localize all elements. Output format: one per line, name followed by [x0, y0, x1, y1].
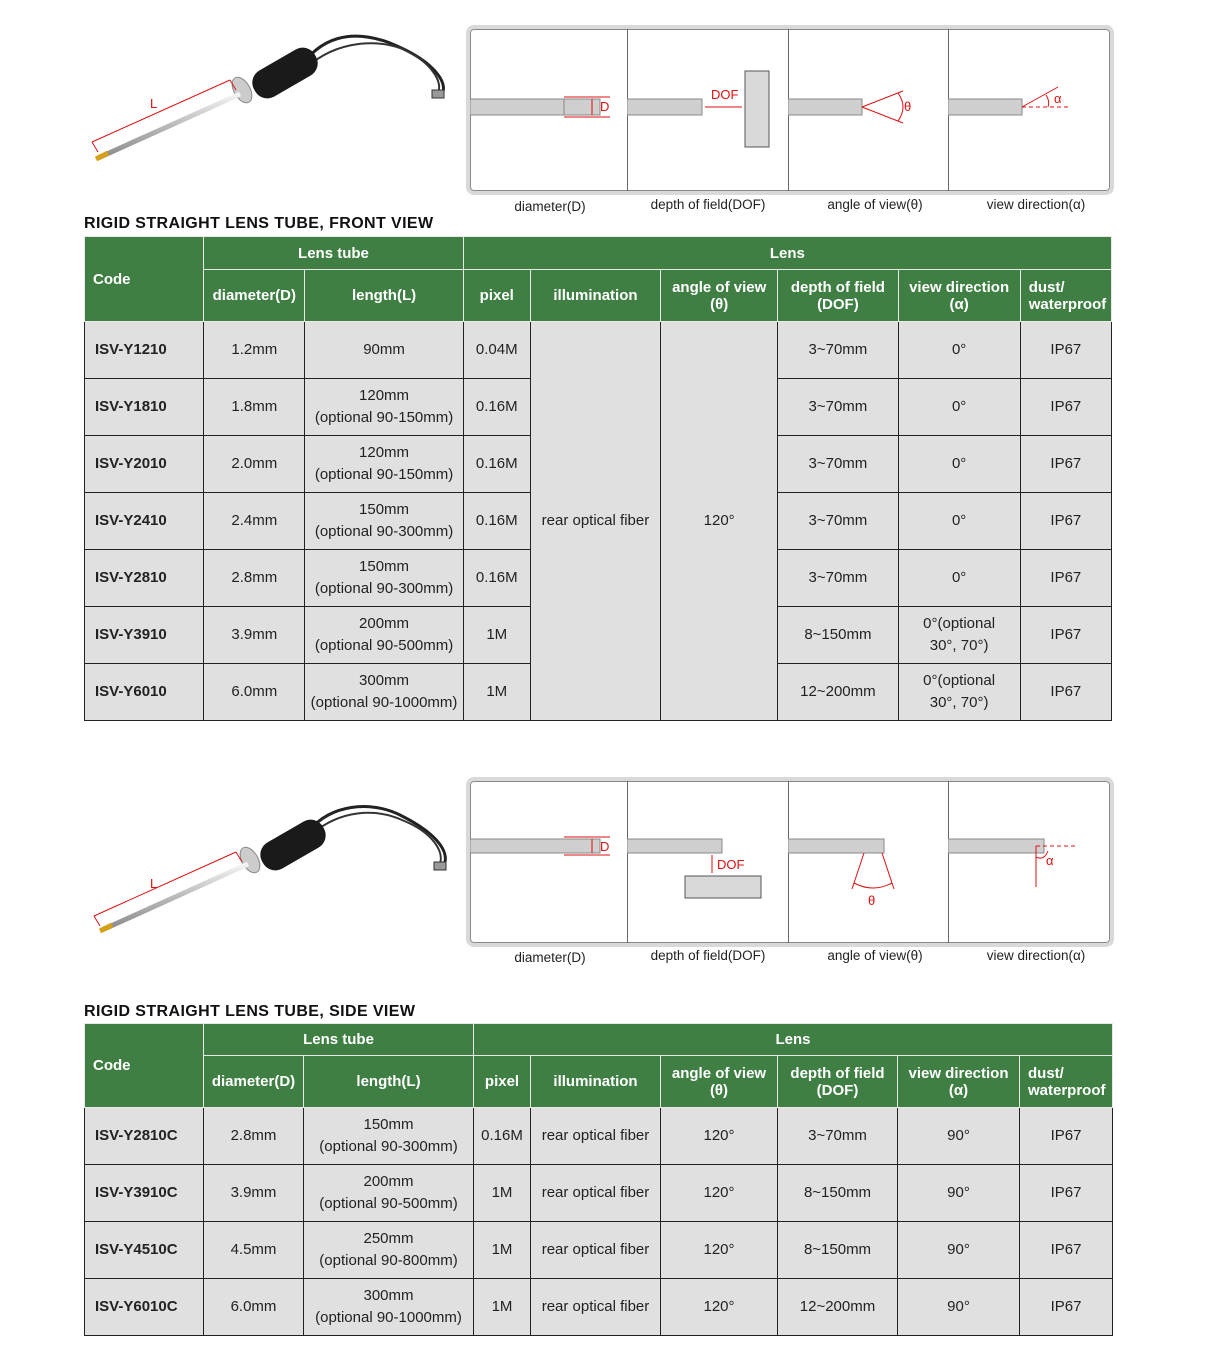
- cell-dof: 3~70mm: [778, 550, 898, 607]
- cell-diameter: 3.9mm: [204, 607, 305, 664]
- header-dust: dust/ waterproof: [1020, 270, 1111, 322]
- svg-text:D: D: [600, 99, 610, 114]
- cell-illumination: rear optical fiber: [531, 1108, 661, 1165]
- cell-direction: 90°: [898, 1279, 1020, 1336]
- cell-dof: 3~70mm: [778, 322, 898, 379]
- cell-code: ISV-Y3910C: [85, 1165, 204, 1222]
- table-row: [85, 322, 1112, 379]
- cell-angle: 120°: [661, 322, 778, 721]
- caption-angle: angle of view(θ): [827, 197, 923, 212]
- cell-diameter: 6.0mm: [204, 664, 305, 721]
- cell-length: 120mm (optional 90-150mm): [305, 379, 463, 436]
- cell-length: 150mm (optional 90-300mm): [305, 493, 463, 550]
- caption-diameter-side: diameter(D): [514, 950, 586, 965]
- cell-dof: 3~70mm: [778, 436, 898, 493]
- cell-angle: 120°: [661, 1165, 778, 1222]
- header-direction: view direction (α): [898, 270, 1020, 322]
- cell-diameter: 2.4mm: [204, 493, 305, 550]
- cell-code: ISV-Y6010: [85, 664, 204, 721]
- header-lens: Lens: [463, 237, 1111, 270]
- cell-waterproof: IP67: [1020, 1279, 1113, 1336]
- cell-dof: 8~150mm: [778, 607, 898, 664]
- cell-waterproof: IP67: [1020, 379, 1111, 436]
- cell-pixel: 0.16M: [463, 436, 530, 493]
- cell-direction: 90°: [898, 1108, 1020, 1165]
- cell-direction: 0°: [898, 436, 1020, 493]
- table-row: [85, 1108, 1113, 1165]
- cell-pixel: 1M: [474, 1165, 531, 1222]
- cell-length: 200mm (optional 90-500mm): [305, 607, 463, 664]
- cell-direction: 90°: [898, 1165, 1020, 1222]
- side-header-lens: Lens: [474, 1024, 1113, 1056]
- side-header-pixel: pixel: [474, 1056, 531, 1108]
- header-dof: depth of field (DOF): [778, 270, 898, 322]
- cell-direction: 0°: [898, 550, 1020, 607]
- cell-dof: 8~150mm: [778, 1165, 898, 1222]
- cell-pixel: 0.16M: [463, 550, 530, 607]
- cell-illumination: rear optical fiber: [531, 1222, 661, 1279]
- cell-illumination: rear optical fiber: [531, 1279, 661, 1336]
- cell-angle: 120°: [661, 1279, 778, 1336]
- direction-panel: [948, 29, 1110, 191]
- cell-waterproof: IP67: [1020, 493, 1111, 550]
- cell-dof: 12~200mm: [778, 1279, 898, 1336]
- cell-code: ISV-Y1210: [85, 322, 204, 379]
- cell-illumination: rear optical fiber: [531, 1165, 661, 1222]
- front-view-title: RIGID STRAIGHT LENS TUBE, FRONT VIEW: [84, 215, 434, 232]
- side-header-dof: depth of field (DOF): [778, 1056, 898, 1108]
- cell-angle: 120°: [661, 1108, 778, 1165]
- cell-dof: 3~70mm: [778, 379, 898, 436]
- cell-direction: 90°: [898, 1222, 1020, 1279]
- table-row: [85, 1279, 1113, 1336]
- side-view-product-image: [80, 800, 460, 950]
- cell-code: ISV-Y4510C: [85, 1222, 204, 1279]
- front-view-product-image: [80, 28, 460, 178]
- svg-text:DOF: DOF: [717, 857, 745, 872]
- direction-panel-side: [948, 781, 1110, 943]
- header-illumination: illumination: [530, 270, 660, 322]
- header-diameter: diameter(D): [204, 270, 305, 322]
- side-header-illumination: illumination: [531, 1056, 661, 1108]
- cell-diameter: 1.2mm: [204, 322, 305, 379]
- cell-direction: 0°(optional 30°, 70°): [898, 664, 1020, 721]
- cell-waterproof: IP67: [1020, 1108, 1113, 1165]
- cell-waterproof: IP67: [1020, 607, 1111, 664]
- cell-dof: 8~150mm: [778, 1222, 898, 1279]
- cell-diameter: 6.0mm: [204, 1279, 304, 1336]
- side-view-spec-table: [84, 1023, 1113, 1336]
- cell-length: 150mm (optional 90-300mm): [305, 550, 463, 607]
- caption-angle-side: angle of view(θ): [827, 948, 923, 963]
- cell-waterproof: IP67: [1020, 322, 1111, 379]
- length-label: L: [150, 96, 158, 111]
- caption-dof: depth of field(DOF): [650, 197, 766, 212]
- cell-pixel: 1M: [474, 1222, 531, 1279]
- header-length: length(L): [305, 270, 463, 322]
- caption-direction-side: view direction(α): [986, 948, 1086, 963]
- svg-text:θ: θ: [868, 893, 876, 908]
- cell-diameter: 2.8mm: [204, 1108, 304, 1165]
- front-view-spec-table: [84, 236, 1112, 721]
- front-view-diagram: [466, 25, 1114, 195]
- dof-panel: [627, 29, 789, 191]
- cell-length: 200mm (optional 90-500mm): [304, 1165, 474, 1222]
- cell-length: 150mm (optional 90-300mm): [304, 1108, 474, 1165]
- cell-diameter: 4.5mm: [204, 1222, 304, 1279]
- cell-pixel: 0.04M: [463, 322, 530, 379]
- caption-dof-side: depth of field(DOF): [650, 948, 766, 963]
- cell-dof: 3~70mm: [778, 493, 898, 550]
- side-header-diameter: diameter(D): [204, 1056, 304, 1108]
- cell-length: 300mm (optional 90-1000mm): [304, 1279, 474, 1336]
- header-pixel: pixel: [463, 270, 530, 322]
- side-header-code: Code: [85, 1024, 204, 1108]
- svg-text:θ: θ: [904, 99, 912, 114]
- cell-dof: 3~70mm: [778, 1108, 898, 1165]
- cell-direction: 0°: [898, 379, 1020, 436]
- dof-panel-side: [627, 781, 789, 943]
- cell-pixel: 0.16M: [463, 379, 530, 436]
- cell-diameter: 2.0mm: [204, 436, 305, 493]
- cell-illumination: rear optical fiber: [530, 322, 660, 721]
- caption-direction: view direction(α): [986, 197, 1086, 212]
- cell-pixel: 0.16M: [474, 1108, 531, 1165]
- angle-panel: [788, 29, 949, 191]
- cell-dof: 12~200mm: [778, 664, 898, 721]
- cell-angle: 120°: [661, 1222, 778, 1279]
- cell-code: ISV-Y2010: [85, 436, 204, 493]
- cell-direction: 0°(optional 30°, 70°): [898, 607, 1020, 664]
- cell-pixel: 1M: [463, 607, 530, 664]
- side-header-dust: dust/ waterproof: [1020, 1056, 1113, 1108]
- cell-diameter: 2.8mm: [204, 550, 305, 607]
- caption-diameter: diameter(D): [514, 199, 586, 214]
- length-label-side: L: [150, 876, 158, 891]
- svg-text:α: α: [1054, 91, 1062, 106]
- side-view-diagram: [466, 777, 1114, 947]
- cell-direction: 0°: [898, 493, 1020, 550]
- angle-panel-side: [788, 781, 949, 943]
- cell-code: ISV-Y2410: [85, 493, 204, 550]
- diameter-panel-side: [470, 781, 628, 943]
- cell-length: 300mm (optional 90-1000mm): [305, 664, 463, 721]
- cell-code: ISV-Y6010C: [85, 1279, 204, 1336]
- cell-code: ISV-Y3910: [85, 607, 204, 664]
- cell-code: ISV-Y2810: [85, 550, 204, 607]
- svg-text:α: α: [1046, 853, 1054, 868]
- cell-diameter: 1.8mm: [204, 379, 305, 436]
- cell-length: 120mm (optional 90-150mm): [305, 436, 463, 493]
- cell-waterproof: IP67: [1020, 1165, 1113, 1222]
- header-code: Code: [85, 237, 204, 322]
- cell-length: 250mm (optional 90-800mm): [304, 1222, 474, 1279]
- side-view-title: RIGID STRAIGHT LENS TUBE, SIDE VIEW: [84, 1003, 416, 1020]
- header-lens-tube: Lens tube: [204, 237, 463, 270]
- table-row: [85, 1165, 1113, 1222]
- cell-waterproof: IP67: [1020, 664, 1111, 721]
- cell-waterproof: IP67: [1020, 550, 1111, 607]
- side-header-lens-tube: Lens tube: [204, 1024, 474, 1056]
- table-row: [85, 1222, 1113, 1279]
- cell-code: ISV-Y2810C: [85, 1108, 204, 1165]
- diameter-panel: [470, 29, 628, 191]
- cell-pixel: 0.16M: [463, 493, 530, 550]
- cell-diameter: 3.9mm: [204, 1165, 304, 1222]
- cell-code: ISV-Y1810: [85, 379, 204, 436]
- cell-waterproof: IP67: [1020, 1222, 1113, 1279]
- cell-pixel: 1M: [474, 1279, 531, 1336]
- cell-length: 90mm: [305, 322, 463, 379]
- side-header-length: length(L): [304, 1056, 474, 1108]
- svg-text:DOF: DOF: [711, 87, 739, 102]
- cell-pixel: 1M: [463, 664, 530, 721]
- cell-direction: 0°: [898, 322, 1020, 379]
- header-angle: angle of view (θ): [661, 270, 778, 322]
- side-header-angle: angle of view (θ): [661, 1056, 778, 1108]
- cell-waterproof: IP67: [1020, 436, 1111, 493]
- svg-text:D: D: [600, 839, 610, 854]
- side-header-direction: view direction (α): [898, 1056, 1020, 1108]
